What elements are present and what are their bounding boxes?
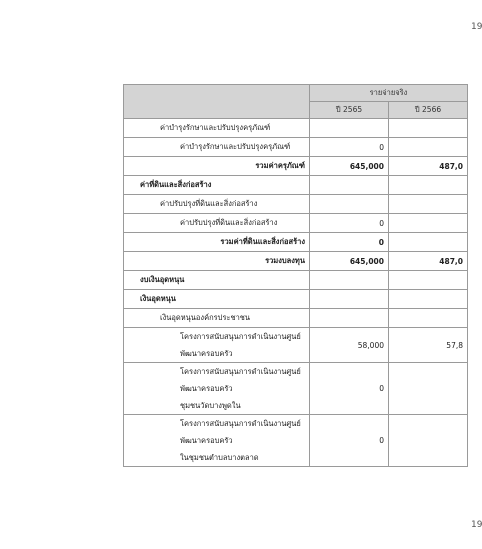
row-value-2566 — [389, 176, 468, 195]
table-row — [124, 271, 468, 290]
header-year-2565: ปี 2565 — [310, 102, 389, 119]
row-label: ค่าปรับปรุงที่ดินและสิ่งก่อสร้าง — [124, 195, 310, 214]
table-row — [124, 214, 468, 233]
row-label: ค่าบำรุงรักษาและปรับปรุงครุภัณฑ์ — [124, 138, 310, 157]
table-row — [124, 138, 468, 157]
row-value-2566 — [389, 233, 468, 252]
row-label: งบเงินอุดหนุน — [124, 271, 310, 290]
table-row-project — [124, 415, 468, 467]
row-value-2565 — [310, 271, 389, 290]
row-value-2565 — [310, 176, 389, 195]
table-row-total — [124, 233, 468, 252]
row-label: รวมค่าที่ดินและสิ่งก่อสร้าง — [124, 233, 310, 252]
row-label: รวมค่าครุภัณฑ์ — [124, 157, 310, 176]
page-number-top: 19 — [471, 22, 482, 32]
row-label: ค่าปรับปรุงที่ดินและสิ่งก่อสร้าง — [124, 214, 310, 233]
row-value-2566 — [389, 271, 468, 290]
row-value-2565: 0 — [310, 233, 389, 252]
row-value-2565: 0 — [310, 138, 389, 157]
row-value-2565 — [310, 119, 389, 138]
row-value-2566 — [389, 195, 468, 214]
row-value-2566 — [389, 363, 468, 415]
row-value-2566 — [389, 290, 468, 309]
row-value-2566: 57,8 — [389, 328, 468, 363]
row-label: รวมงบลงทุน — [124, 252, 310, 271]
table-row-project — [124, 363, 468, 415]
row-value-2565: 0 — [310, 415, 389, 467]
row-label: ค่าบำรุงรักษาและปรับปรุงครุภัณฑ์ — [124, 119, 310, 138]
row-label: เงินอุดหนุนองค์กรประชาชน — [124, 309, 310, 328]
row-value-2566 — [389, 214, 468, 233]
row-value-2566: 487,0 — [389, 157, 468, 176]
table-row — [124, 119, 468, 138]
header-actual-expense: รายจ่ายจริง — [310, 85, 468, 102]
row-label-line: พัฒนาครอบครัว — [180, 436, 233, 445]
row-value-2566 — [389, 138, 468, 157]
table-row — [124, 290, 468, 309]
table-row-project — [124, 328, 468, 363]
row-value-2565: 0 — [310, 363, 389, 415]
row-label: เงินอุดหนุน — [124, 290, 310, 309]
row-value-2566 — [389, 119, 468, 138]
row-value-2565: 645,000 — [310, 157, 389, 176]
table-row — [124, 195, 468, 214]
row-value-2565: 0 — [310, 214, 389, 233]
row-value-2565 — [310, 195, 389, 214]
header-row-group — [124, 85, 468, 102]
page-number-bottom: 19 — [471, 520, 482, 530]
row-label: ค่าที่ดินและสิ่งก่อสร้าง — [124, 176, 310, 195]
table-row — [124, 176, 468, 195]
row-label-line: โครงการสนับสนุนการดำเนินงานศูนย์ — [180, 419, 301, 428]
row-label-line: พัฒนาครอบครัว — [180, 384, 233, 393]
row-label-line: โครงการสนับสนุนการดำเนินงานศูนย์ — [180, 332, 301, 341]
row-label-line: พัฒนาครอบครัว — [180, 349, 233, 358]
row-value-2566: 487,0 — [389, 252, 468, 271]
row-label — [124, 328, 310, 363]
table-row-total — [124, 252, 468, 271]
row-value-2566 — [389, 309, 468, 328]
row-label-line: โครงการสนับสนุนการดำเนินงานศูนย์ — [180, 367, 301, 376]
header-label-cell — [124, 85, 310, 119]
header-year-2566: ปี 2566 — [389, 102, 468, 119]
row-label-line: ชุมชนวัดบางพูดใน — [180, 401, 241, 410]
table-row — [124, 309, 468, 328]
row-value-2565 — [310, 309, 389, 328]
row-value-2565: 645,000 — [310, 252, 389, 271]
row-label-line: ในชุมชนตำบลบางตลาด — [180, 453, 259, 462]
budget-table — [123, 84, 468, 467]
table-row-total — [124, 157, 468, 176]
row-value-2566 — [389, 415, 468, 467]
row-value-2565 — [310, 290, 389, 309]
row-value-2565: 58,000 — [310, 328, 389, 363]
row-label — [124, 363, 310, 415]
row-label — [124, 415, 310, 467]
